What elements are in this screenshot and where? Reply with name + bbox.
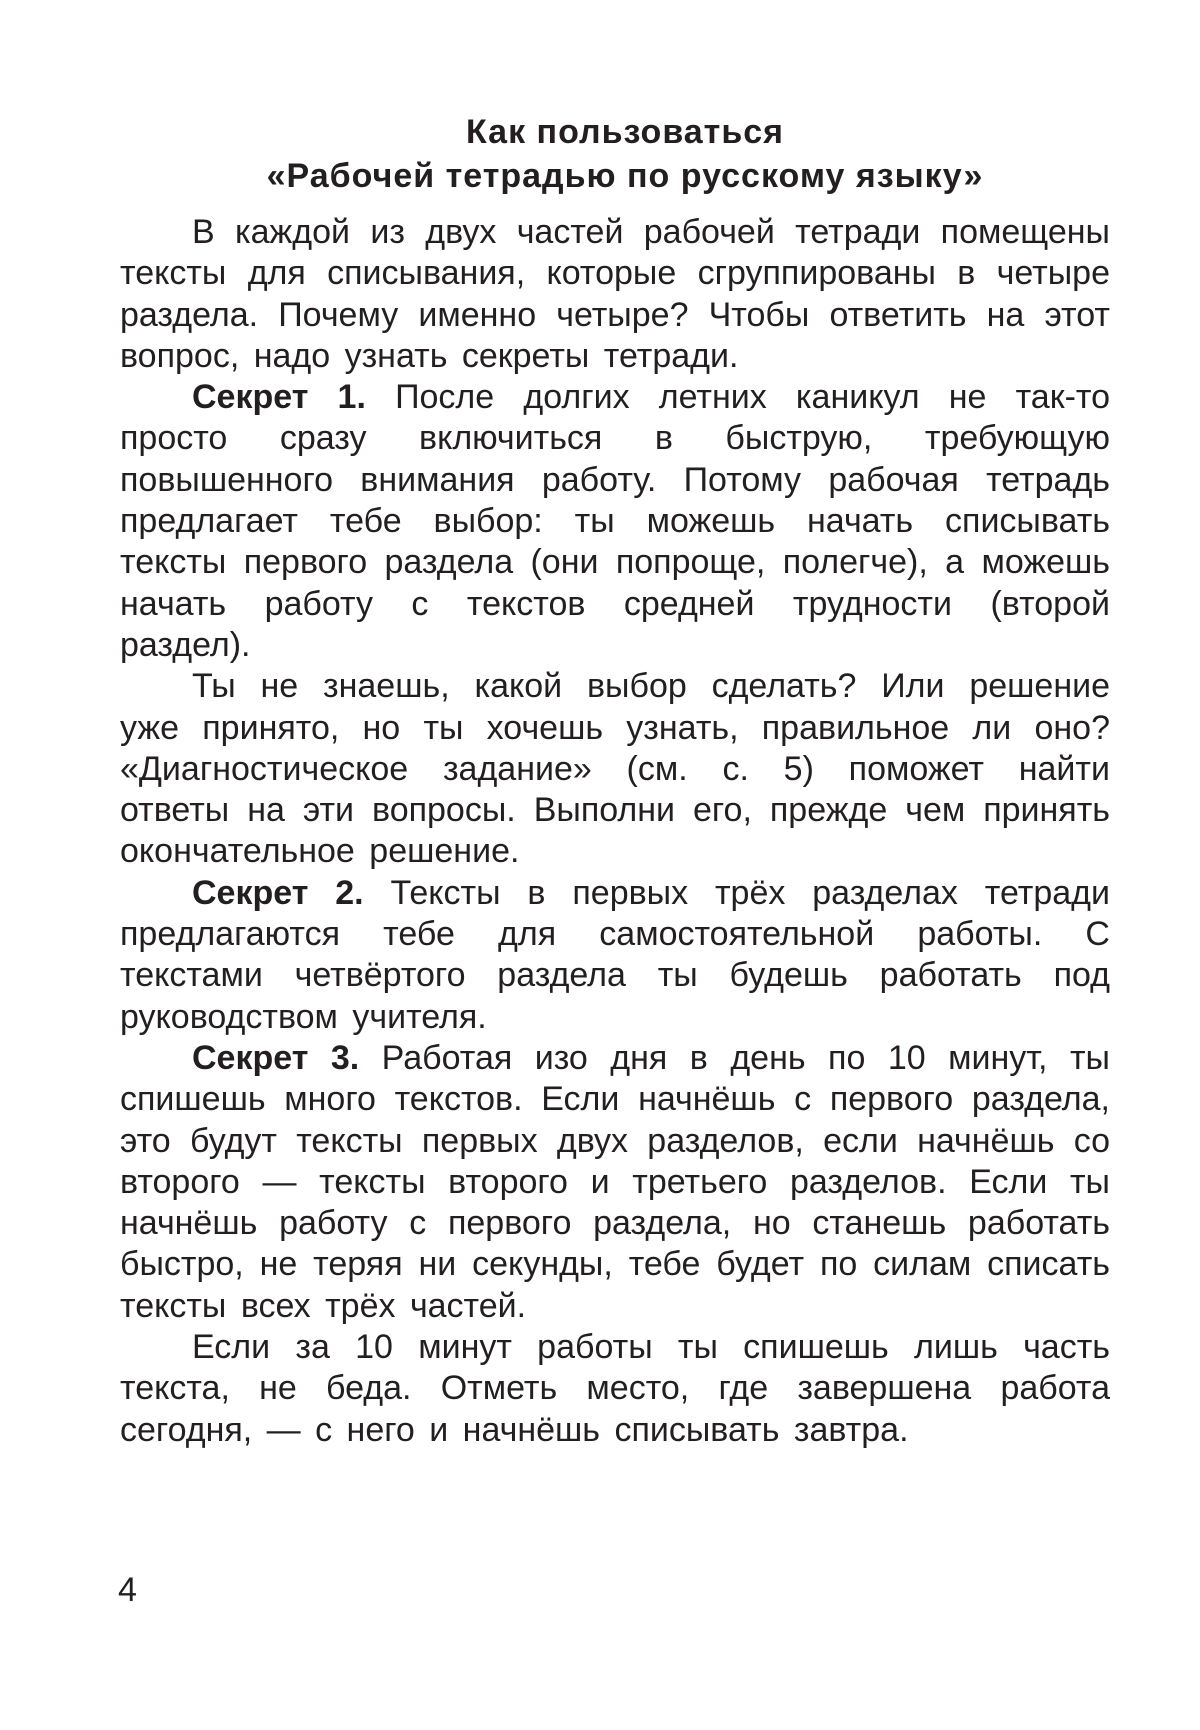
page-content	[120, 110, 1110, 1451]
page-title	[140, 110, 1110, 198]
secret-heading: Секрет 2.	[192, 873, 364, 912]
page-number: 4	[118, 1571, 137, 1609]
paragraph-text: Тексты в первых трёх разделах тетради предлагаются тебе для самостоятельной работы. С текстами четвёртого раздела ты будешь работать под руководством учителя.	[120, 873, 1110, 1036]
paragraph-secret-1	[120, 377, 1110, 666]
secret-heading: Секрет 1.	[192, 378, 366, 417]
paragraph-text: В каждой из двух частей рабочей тетради помещены тексты для списывания, которые сгруппированы в четыре раздела. Почему именно четыре? Чтобы ответить на этот вопрос, надо узнать секреты тетради.	[120, 213, 1110, 375]
paragraph-secret-2	[120, 873, 1110, 1038]
paragraph-secret-3	[120, 1038, 1110, 1327]
secret-heading: Секрет 3.	[192, 1038, 360, 1077]
paragraph-text: После долгих летних каникул не так-то просто сразу включиться в быструю, требующую повышенного внимания работу. Потому рабочая тетрадь предлагает тебе выбор: ты можешь начать списывать тексты первого раздела (они попроще, полегче), а можешь начать работу с текстов средней трудности (второй раздел).	[120, 378, 1110, 664]
paragraph-text: Работая изо дня в день по 10 минут, ты спишешь много текстов. Если начнёшь с первого раздела, это будут тексты первых двух разделов, если начнёшь со второго — тексты второго и третьего разделов. Если ты начнёшь работу с первого раздела, но станешь работать быстро, не теряя ни секунды, тебе будет по силам списать тексты всех трёх частей.	[120, 1038, 1110, 1325]
paragraph-intro	[120, 212, 1110, 377]
paragraph-text: Если за 10 минут работы ты спишешь лишь часть текста, не беда. Отметь место, где завершена работа сегодня, — с него и начнёшь списывать завтра.	[120, 1328, 1110, 1449]
paragraph-diagnostic	[120, 666, 1110, 872]
body-text	[120, 212, 1110, 1451]
paragraph-closing	[120, 1327, 1110, 1451]
paragraph-text: Ты не знаешь, какой выбор сделать? Или решение уже принято, но ты хочешь узнать, правильное ли оно? «Диагностическое задание» (см. с. 5) поможет найти ответы на эти вопросы. Выполни его, прежде чем принять окончательное решение.	[120, 667, 1110, 871]
title-line-2: «Рабочей тетрадью по русскому языку»	[266, 157, 984, 195]
title-line-1: Как пользоваться	[466, 113, 784, 151]
